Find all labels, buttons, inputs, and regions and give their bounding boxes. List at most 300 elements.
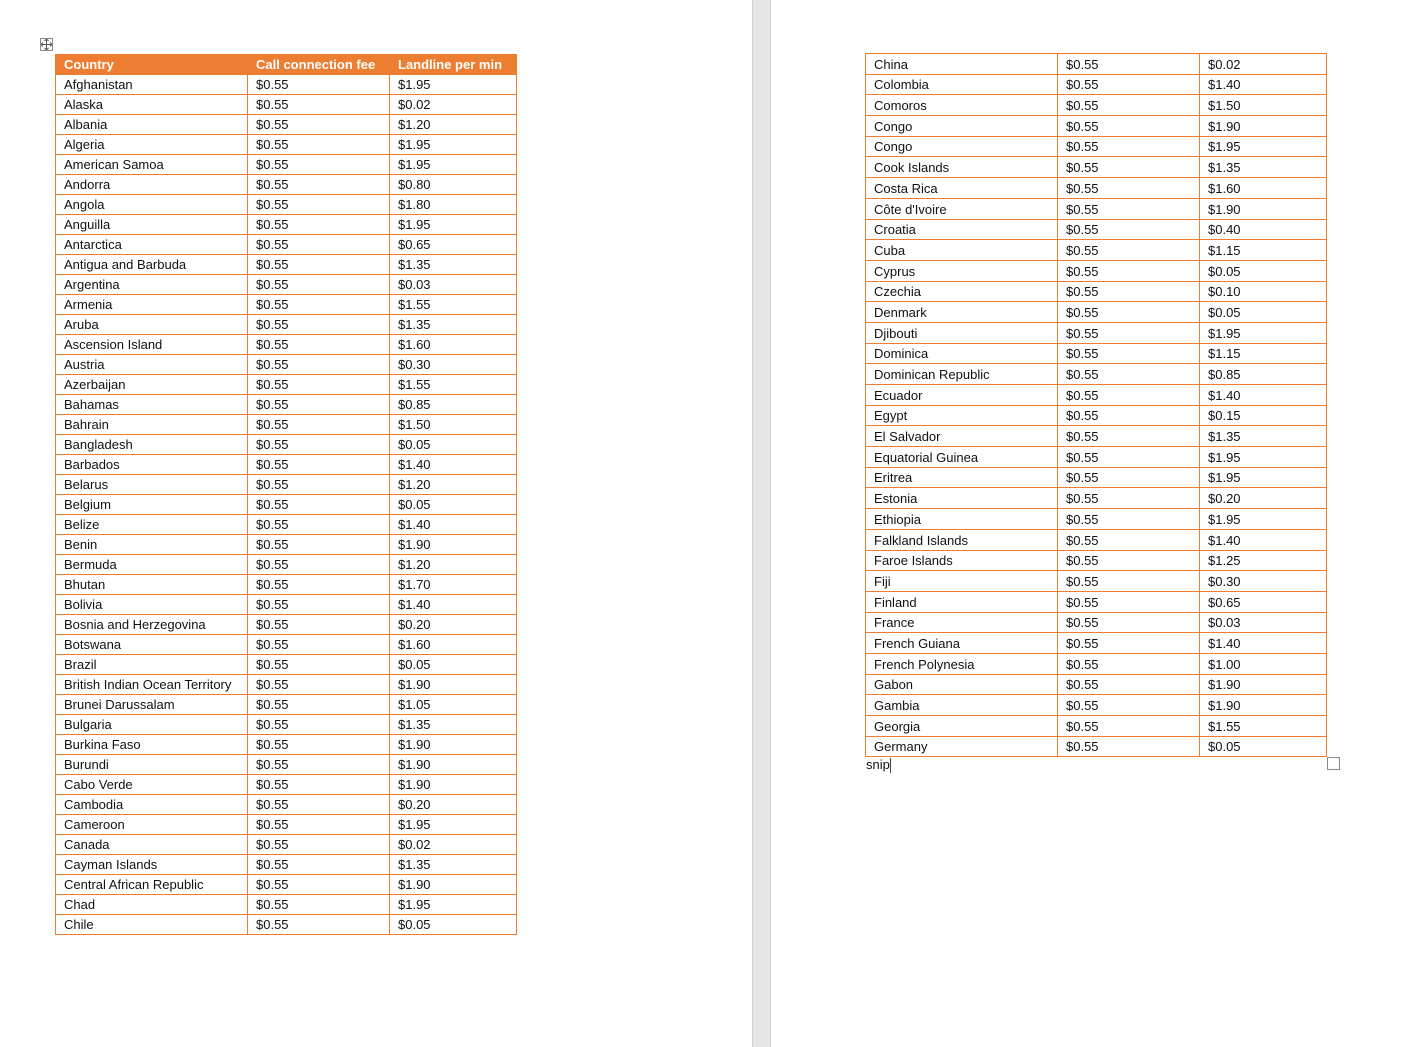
cell-country[interactable]: Afghanistan [56, 75, 248, 95]
cell-country[interactable]: Finland [866, 591, 1058, 612]
cell-landline-rate[interactable]: $0.40 [1200, 219, 1327, 240]
cell-landline-rate[interactable]: $1.50 [390, 415, 517, 435]
cell-connection-fee[interactable]: $0.55 [1058, 571, 1200, 592]
table-row [56, 555, 517, 575]
cell-landline-rate[interactable]: $1.90 [390, 875, 517, 895]
table-row [866, 550, 1327, 571]
cell-country[interactable]: Gambia [866, 695, 1058, 716]
cell-connection-fee[interactable]: $0.55 [248, 75, 390, 95]
cell-landline-rate[interactable]: $0.05 [1200, 736, 1327, 757]
cell-country[interactable]: Bermuda [56, 555, 248, 575]
cell-landline-rate[interactable]: $1.05 [390, 695, 517, 715]
table-row [56, 595, 517, 615]
cell-landline-rate[interactable]: $1.90 [390, 735, 517, 755]
cell-country[interactable]: Bahrain [56, 415, 248, 435]
table-row [56, 95, 517, 115]
table-row [866, 612, 1327, 633]
cell-connection-fee[interactable]: $0.55 [1058, 95, 1200, 116]
table-row [56, 795, 517, 815]
cell-connection-fee[interactable]: $0.55 [248, 715, 390, 735]
cell-country[interactable]: French Guiana [866, 633, 1058, 654]
cell-connection-fee[interactable]: $0.55 [248, 95, 390, 115]
cell-connection-fee[interactable]: $0.55 [248, 795, 390, 815]
cell-landline-rate[interactable]: $0.85 [1200, 364, 1327, 385]
cell-country[interactable]: Dominican Republic [866, 364, 1058, 385]
cell-country[interactable]: El Salvador [866, 426, 1058, 447]
cell-country[interactable]: Cameroon [56, 815, 248, 835]
rates-table-part-2 [865, 53, 1327, 757]
cell-connection-fee[interactable]: $0.55 [1058, 343, 1200, 364]
cell-connection-fee[interactable]: $0.55 [248, 135, 390, 155]
cell-country[interactable]: Bosnia and Herzegovina [56, 615, 248, 635]
table-row [866, 426, 1327, 447]
cell-country[interactable]: Czechia [866, 281, 1058, 302]
cell-landline-rate[interactable]: $1.15 [1200, 343, 1327, 364]
table-row [56, 435, 517, 455]
cell-connection-fee[interactable]: $0.55 [1058, 74, 1200, 95]
cell-connection-fee[interactable]: $0.55 [1058, 591, 1200, 612]
cell-connection-fee[interactable]: $0.55 [1058, 281, 1200, 302]
cell-landline-rate[interactable]: $1.20 [390, 115, 517, 135]
cell-connection-fee[interactable]: $0.55 [248, 915, 390, 935]
cell-connection-fee[interactable]: $0.55 [1058, 447, 1200, 468]
table-row [56, 855, 517, 875]
cell-connection-fee[interactable]: $0.55 [1058, 674, 1200, 695]
cell-connection-fee[interactable]: $0.55 [1058, 529, 1200, 550]
cell-country[interactable]: Argentina [56, 275, 248, 295]
cell-connection-fee[interactable]: $0.55 [248, 555, 390, 575]
text-cursor [890, 758, 891, 773]
cell-country[interactable]: Bhutan [56, 575, 248, 595]
table-row [866, 322, 1327, 343]
table-row [56, 335, 517, 355]
table-row [56, 755, 517, 775]
cell-country[interactable]: Congo [866, 116, 1058, 137]
cell-connection-fee[interactable]: $0.55 [248, 255, 390, 275]
cell-country[interactable]: Ecuador [866, 385, 1058, 406]
cell-landline-rate[interactable]: $0.02 [390, 95, 517, 115]
table-row [56, 315, 517, 335]
cell-landline-rate[interactable]: $0.02 [1200, 54, 1327, 75]
cell-landline-rate[interactable]: $1.55 [1200, 716, 1327, 737]
cell-landline-rate[interactable]: $1.80 [390, 195, 517, 215]
table-row [866, 95, 1327, 116]
table-row [56, 355, 517, 375]
table-row [56, 875, 517, 895]
cell-landline-rate[interactable]: $1.00 [1200, 653, 1327, 674]
table-row [866, 571, 1327, 592]
cell-country[interactable]: Andorra [56, 175, 248, 195]
cell-country[interactable]: Belgium [56, 495, 248, 515]
cell-connection-fee[interactable]: $0.55 [248, 695, 390, 715]
table-row [56, 155, 517, 175]
cell-connection-fee[interactable]: $0.55 [248, 895, 390, 915]
cell-connection-fee[interactable]: $0.55 [1058, 550, 1200, 571]
cell-country[interactable]: Burundi [56, 755, 248, 775]
cell-country[interactable]: Central African Republic [56, 875, 248, 895]
cell-landline-rate[interactable]: $1.35 [390, 315, 517, 335]
table-row [866, 674, 1327, 695]
cell-landline-rate[interactable]: $1.70 [390, 575, 517, 595]
cell-connection-fee[interactable]: $0.55 [248, 275, 390, 295]
cell-connection-fee[interactable]: $0.55 [248, 415, 390, 435]
cell-landline-rate[interactable]: $1.95 [1200, 136, 1327, 157]
table-row [866, 219, 1327, 240]
cell-connection-fee[interactable]: $0.55 [1058, 198, 1200, 219]
header-call-connection-fee[interactable]: Call connection fee [248, 55, 390, 75]
cell-connection-fee[interactable]: $0.55 [1058, 633, 1200, 654]
table-row [56, 415, 517, 435]
cell-landline-rate[interactable]: $1.40 [1200, 529, 1327, 550]
cell-landline-rate[interactable]: $1.25 [1200, 550, 1327, 571]
cell-connection-fee[interactable]: $0.55 [1058, 322, 1200, 343]
cell-landline-rate[interactable]: $1.60 [390, 635, 517, 655]
table-row [56, 515, 517, 535]
table-row [56, 575, 517, 595]
cell-landline-rate[interactable]: $0.30 [390, 355, 517, 375]
cell-country[interactable]: Bangladesh [56, 435, 248, 455]
cell-connection-fee[interactable]: $0.55 [248, 635, 390, 655]
cell-country[interactable]: Angola [56, 195, 248, 215]
cell-landline-rate[interactable]: $1.95 [390, 895, 517, 915]
cell-landline-rate[interactable]: $1.35 [1200, 157, 1327, 178]
cell-country[interactable]: Austria [56, 355, 248, 375]
cell-connection-fee[interactable]: $0.55 [248, 195, 390, 215]
cell-landline-rate[interactable]: $1.90 [390, 535, 517, 555]
cell-connection-fee[interactable]: $0.55 [248, 335, 390, 355]
table-row [56, 695, 517, 715]
cell-landline-rate[interactable]: $0.10 [1200, 281, 1327, 302]
table-row [866, 198, 1327, 219]
table-row [866, 385, 1327, 406]
cell-landline-rate[interactable]: $1.35 [390, 255, 517, 275]
cell-landline-rate[interactable]: $1.50 [1200, 95, 1327, 116]
cell-landline-rate[interactable]: $0.02 [390, 835, 517, 855]
cell-connection-fee[interactable]: $0.55 [248, 615, 390, 635]
table-row [56, 135, 517, 155]
cell-country[interactable]: Bolivia [56, 595, 248, 615]
table-row [866, 488, 1327, 509]
cell-country[interactable]: China [866, 54, 1058, 75]
cell-landline-rate[interactable]: $1.95 [390, 815, 517, 835]
cell-landline-rate[interactable]: $1.40 [1200, 633, 1327, 654]
cell-country[interactable]: Albania [56, 115, 248, 135]
cell-country[interactable]: Bahamas [56, 395, 248, 415]
cell-country[interactable]: Equatorial Guinea [866, 447, 1058, 468]
cell-landline-rate[interactable]: $0.20 [1200, 488, 1327, 509]
body-text-snip[interactable]: snip [866, 757, 890, 772]
cell-landline-rate[interactable]: $0.65 [1200, 591, 1327, 612]
cell-country[interactable]: Canada [56, 835, 248, 855]
cell-connection-fee[interactable]: $0.55 [248, 575, 390, 595]
cell-connection-fee[interactable]: $0.55 [1058, 405, 1200, 426]
cell-connection-fee[interactable]: $0.55 [1058, 136, 1200, 157]
cell-country[interactable]: Azerbaijan [56, 375, 248, 395]
cell-country[interactable]: Antarctica [56, 235, 248, 255]
table-row [866, 447, 1327, 468]
cell-landline-rate[interactable]: $1.40 [1200, 74, 1327, 95]
cell-landline-rate[interactable]: $1.20 [390, 475, 517, 495]
cell-landline-rate[interactable]: $1.55 [390, 375, 517, 395]
cell-country[interactable]: Georgia [866, 716, 1058, 737]
cell-landline-rate[interactable]: $1.60 [1200, 178, 1327, 199]
cell-landline-rate[interactable]: $1.90 [1200, 674, 1327, 695]
cell-landline-rate[interactable]: $0.05 [390, 915, 517, 935]
table-row [56, 195, 517, 215]
cell-landline-rate[interactable]: $1.90 [1200, 695, 1327, 716]
cell-country[interactable]: Barbados [56, 455, 248, 475]
cell-country[interactable]: Belize [56, 515, 248, 535]
cell-connection-fee[interactable]: $0.55 [1058, 653, 1200, 674]
cell-landline-rate[interactable]: $0.05 [390, 495, 517, 515]
cell-connection-fee[interactable]: $0.55 [1058, 488, 1200, 509]
cell-connection-fee[interactable]: $0.55 [248, 215, 390, 235]
cell-connection-fee[interactable]: $0.55 [1058, 716, 1200, 737]
cell-connection-fee[interactable]: $0.55 [1058, 467, 1200, 488]
cell-landline-rate[interactable]: $0.30 [1200, 571, 1327, 592]
cell-connection-fee[interactable]: $0.55 [1058, 219, 1200, 240]
cell-country[interactable]: Botswana [56, 635, 248, 655]
cell-connection-fee[interactable]: $0.55 [1058, 260, 1200, 281]
cell-country[interactable]: Eritrea [866, 467, 1058, 488]
cell-country[interactable]: French Polynesia [866, 653, 1058, 674]
cell-landline-rate[interactable]: $1.60 [390, 335, 517, 355]
cell-connection-fee[interactable]: $0.55 [248, 475, 390, 495]
cell-country[interactable]: Faroe Islands [866, 550, 1058, 571]
cell-landline-rate[interactable]: $0.05 [390, 435, 517, 455]
cell-connection-fee[interactable]: $0.55 [1058, 178, 1200, 199]
cell-connection-fee[interactable]: $0.55 [1058, 385, 1200, 406]
cell-landline-rate[interactable]: $0.03 [1200, 612, 1327, 633]
cell-country[interactable]: Cabo Verde [56, 775, 248, 795]
table-row [56, 395, 517, 415]
cell-connection-fee[interactable]: $0.55 [248, 875, 390, 895]
cell-landline-rate[interactable]: $1.90 [1200, 116, 1327, 137]
table-row [56, 715, 517, 735]
table-row [866, 364, 1327, 385]
table-row [56, 535, 517, 555]
cell-landline-rate[interactable]: $0.85 [390, 395, 517, 415]
cell-connection-fee[interactable]: $0.55 [248, 595, 390, 615]
cell-landline-rate[interactable]: $0.20 [390, 615, 517, 635]
cell-country[interactable]: Ethiopia [866, 509, 1058, 530]
cell-country[interactable]: Benin [56, 535, 248, 555]
cell-country[interactable]: Gabon [866, 674, 1058, 695]
table-row [56, 175, 517, 195]
cell-landline-rate[interactable]: $1.40 [390, 455, 517, 475]
cell-landline-rate[interactable]: $1.35 [1200, 426, 1327, 447]
cell-connection-fee[interactable]: $0.55 [248, 515, 390, 535]
cell-connection-fee[interactable]: $0.55 [248, 755, 390, 775]
cell-landline-rate[interactable]: $1.40 [1200, 385, 1327, 406]
cell-landline-rate[interactable]: $1.95 [390, 135, 517, 155]
cell-country[interactable]: Estonia [866, 488, 1058, 509]
cell-landline-rate[interactable]: $1.90 [1200, 198, 1327, 219]
cell-landline-rate[interactable]: $0.05 [1200, 302, 1327, 323]
cell-country[interactable]: Chile [56, 915, 248, 935]
cell-connection-fee[interactable]: $0.55 [1058, 116, 1200, 137]
table-header-row [56, 55, 517, 75]
cell-landline-rate[interactable]: $0.03 [390, 275, 517, 295]
cell-landline-rate[interactable]: $1.90 [390, 755, 517, 775]
cell-connection-fee[interactable]: $0.55 [248, 655, 390, 675]
cell-connection-fee[interactable]: $0.55 [248, 495, 390, 515]
cell-connection-fee[interactable]: $0.55 [248, 535, 390, 555]
cell-landline-rate[interactable]: $1.35 [390, 715, 517, 735]
cell-connection-fee[interactable]: $0.55 [248, 115, 390, 135]
table-row [56, 275, 517, 295]
cell-landline-rate[interactable]: $1.95 [1200, 322, 1327, 343]
cell-landline-rate[interactable]: $1.95 [1200, 447, 1327, 468]
cell-connection-fee[interactable]: $0.55 [248, 175, 390, 195]
table-row [866, 736, 1327, 757]
cell-connection-fee[interactable]: $0.55 [248, 295, 390, 315]
table-row [866, 302, 1327, 323]
table-row [56, 835, 517, 855]
cell-country[interactable]: Aruba [56, 315, 248, 335]
cell-connection-fee[interactable]: $0.55 [248, 855, 390, 875]
table-row [56, 775, 517, 795]
cell-country[interactable]: Burkina Faso [56, 735, 248, 755]
cell-country[interactable]: Costa Rica [866, 178, 1058, 199]
cell-connection-fee[interactable]: $0.55 [248, 315, 390, 335]
cell-country[interactable]: Belarus [56, 475, 248, 495]
cell-connection-fee[interactable]: $0.55 [248, 235, 390, 255]
table-row [56, 115, 517, 135]
table-row [866, 157, 1327, 178]
cell-country[interactable]: Comoros [866, 95, 1058, 116]
table-resize-handle-icon[interactable] [1327, 757, 1340, 770]
table-row [866, 633, 1327, 654]
cell-country[interactable]: Anguilla [56, 215, 248, 235]
cell-connection-fee[interactable]: $0.55 [1058, 364, 1200, 385]
cell-connection-fee[interactable]: $0.55 [1058, 736, 1200, 757]
cell-connection-fee[interactable]: $0.55 [248, 375, 390, 395]
cell-landline-rate[interactable]: $1.40 [390, 515, 517, 535]
cell-country[interactable]: France [866, 612, 1058, 633]
table-row [56, 475, 517, 495]
cell-country[interactable]: Falkland Islands [866, 529, 1058, 550]
cell-country[interactable]: Brazil [56, 655, 248, 675]
cell-country[interactable]: Cuba [866, 240, 1058, 261]
cell-country[interactable]: Croatia [866, 219, 1058, 240]
cell-landline-rate[interactable]: $0.80 [390, 175, 517, 195]
table-row [866, 116, 1327, 137]
cell-country[interactable]: Egypt [866, 405, 1058, 426]
cell-country[interactable]: Djibouti [866, 322, 1058, 343]
cell-country[interactable]: Chad [56, 895, 248, 915]
cell-country[interactable]: Cambodia [56, 795, 248, 815]
cell-connection-fee[interactable]: $0.55 [248, 355, 390, 375]
cell-landline-rate[interactable]: $1.90 [390, 775, 517, 795]
page-gap [752, 0, 771, 1047]
cell-connection-fee[interactable]: $0.55 [248, 435, 390, 455]
cell-connection-fee[interactable]: $0.55 [248, 455, 390, 475]
cell-landline-rate[interactable]: $0.15 [1200, 405, 1327, 426]
cell-country[interactable]: Algeria [56, 135, 248, 155]
cell-landline-rate[interactable]: $0.05 [1200, 260, 1327, 281]
cell-landline-rate[interactable]: $0.20 [390, 795, 517, 815]
cell-country[interactable]: British Indian Ocean Territory [56, 675, 248, 695]
cell-landline-rate[interactable]: $1.55 [390, 295, 517, 315]
cell-country[interactable]: Cyprus [866, 260, 1058, 281]
cell-landline-rate[interactable]: $1.15 [1200, 240, 1327, 261]
cell-country[interactable]: Colombia [866, 74, 1058, 95]
cell-country[interactable]: Bulgaria [56, 715, 248, 735]
cell-country[interactable]: American Samoa [56, 155, 248, 175]
table-row [866, 260, 1327, 281]
table-row [866, 591, 1327, 612]
cell-connection-fee[interactable]: $0.55 [1058, 54, 1200, 75]
table-row [56, 915, 517, 935]
cell-country[interactable]: Cook Islands [866, 157, 1058, 178]
cell-country[interactable]: Armenia [56, 295, 248, 315]
header-landline-per-min[interactable]: Landline per min [390, 55, 517, 75]
table-row [56, 295, 517, 315]
cell-country[interactable]: Antigua and Barbuda [56, 255, 248, 275]
table-row [866, 509, 1327, 530]
cell-landline-rate[interactable]: $1.90 [390, 675, 517, 695]
cell-landline-rate[interactable]: $0.05 [390, 655, 517, 675]
cell-country[interactable]: Congo [866, 136, 1058, 157]
cell-connection-fee[interactable]: $0.55 [1058, 695, 1200, 716]
cell-country[interactable]: Fiji [866, 571, 1058, 592]
table-move-handle-icon[interactable] [40, 38, 53, 51]
cell-connection-fee[interactable]: $0.55 [1058, 157, 1200, 178]
cell-connection-fee[interactable]: $0.55 [1058, 240, 1200, 261]
table-row [56, 255, 517, 275]
cell-landline-rate[interactable]: $1.95 [390, 155, 517, 175]
cell-connection-fee[interactable]: $0.55 [1058, 509, 1200, 530]
cell-country[interactable]: Alaska [56, 95, 248, 115]
table-row [866, 405, 1327, 426]
cell-connection-fee[interactable]: $0.55 [248, 775, 390, 795]
cell-connection-fee[interactable]: $0.55 [248, 735, 390, 755]
cell-landline-rate[interactable]: $1.95 [390, 75, 517, 95]
header-country[interactable]: Country [56, 55, 248, 75]
cell-landline-rate[interactable]: $1.95 [1200, 509, 1327, 530]
cell-country[interactable]: Dominica [866, 343, 1058, 364]
cell-connection-fee[interactable]: $0.55 [248, 675, 390, 695]
cell-connection-fee[interactable]: $0.55 [248, 155, 390, 175]
table-row [56, 235, 517, 255]
cell-connection-fee[interactable]: $0.55 [1058, 426, 1200, 447]
cell-connection-fee[interactable]: $0.55 [248, 815, 390, 835]
cell-country[interactable]: Brunei Darussalam [56, 695, 248, 715]
table-row [56, 655, 517, 675]
cell-landline-rate[interactable]: $1.40 [390, 595, 517, 615]
cell-landline-rate[interactable]: $1.95 [1200, 467, 1327, 488]
cell-country[interactable]: Côte d'Ivoire [866, 198, 1058, 219]
cell-country[interactable]: Denmark [866, 302, 1058, 323]
cell-landline-rate[interactable]: $1.20 [390, 555, 517, 575]
cell-landline-rate[interactable]: $1.95 [390, 215, 517, 235]
table-row [56, 455, 517, 475]
cell-landline-rate[interactable]: $1.35 [390, 855, 517, 875]
cell-country[interactable]: Ascension Island [56, 335, 248, 355]
cell-connection-fee[interactable]: $0.55 [1058, 302, 1200, 323]
table-row [866, 716, 1327, 737]
cell-landline-rate[interactable]: $0.65 [390, 235, 517, 255]
cell-connection-fee[interactable]: $0.55 [1058, 612, 1200, 633]
table-row [56, 735, 517, 755]
table-row [866, 529, 1327, 550]
table-row [866, 653, 1327, 674]
cell-connection-fee[interactable]: $0.55 [248, 395, 390, 415]
cell-country[interactable]: Cayman Islands [56, 855, 248, 875]
cell-connection-fee[interactable]: $0.55 [248, 835, 390, 855]
cell-country[interactable]: Germany [866, 736, 1058, 757]
